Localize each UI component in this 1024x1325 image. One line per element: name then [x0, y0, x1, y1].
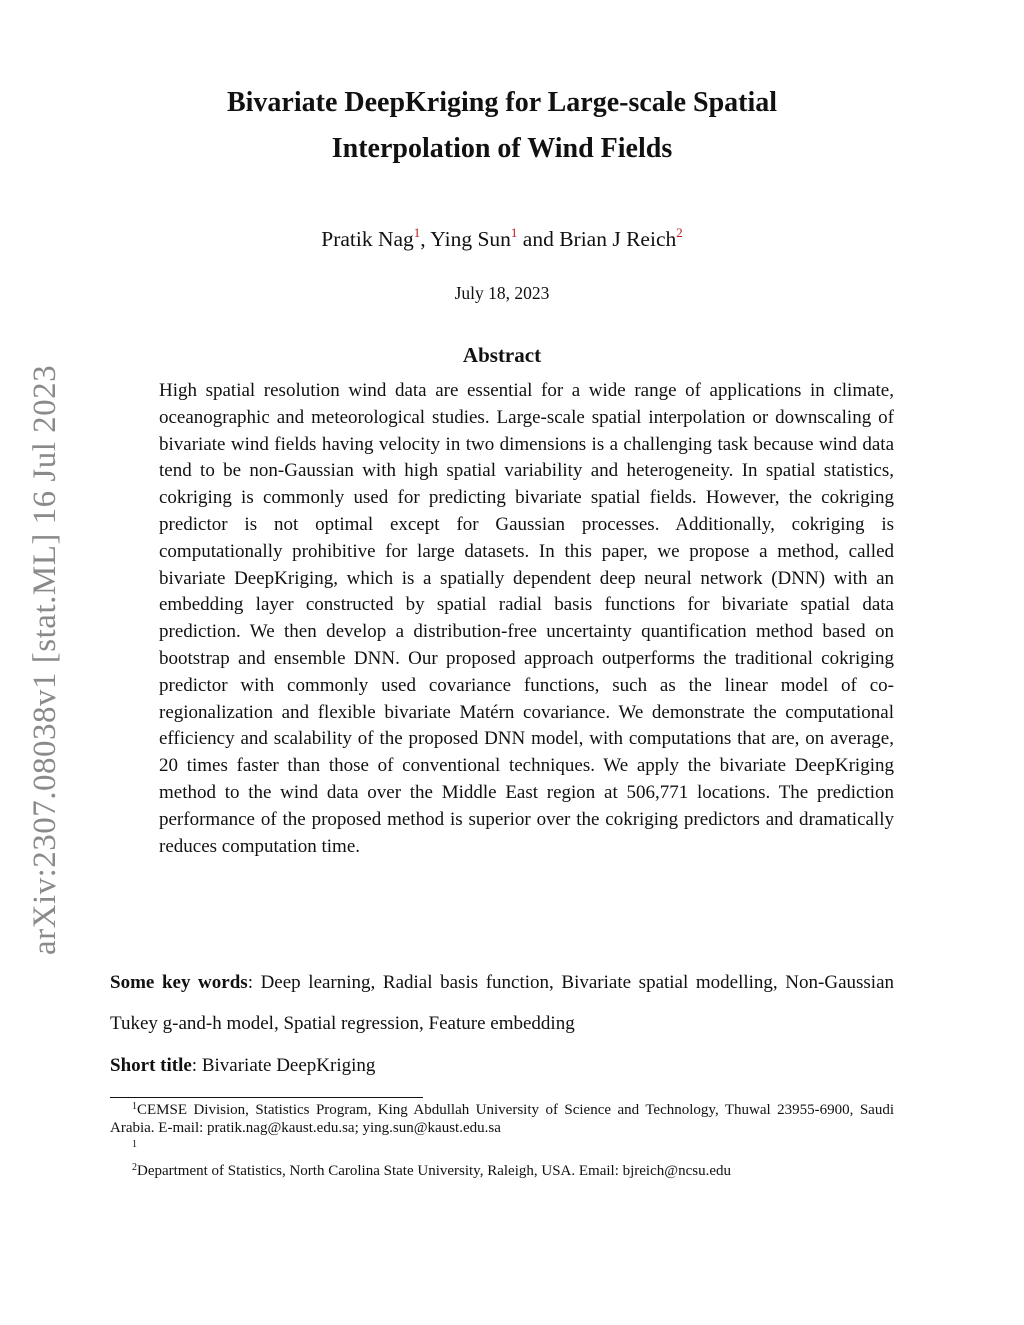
short-title-label: Short title: [110, 1055, 192, 1076]
affiliation-mark[interactable]: 1: [413, 225, 421, 240]
publication-date: July 18, 2023: [454, 283, 550, 303]
short-title-text: : Bivariate DeepKriging: [191, 1055, 376, 1076]
footnote-affiliation-2: [110, 1162, 894, 1180]
keywords-section: [110, 962, 894, 1044]
footnotes: [110, 1101, 894, 1180]
keywords-label: Some key words: [110, 972, 248, 993]
footnote-text: Department of Statistics, North Carolina State University, Raleigh, USA. Email: bjreich@ncsu.edu: [137, 1163, 731, 1179]
title-line-2: Interpolation of Wind Fields: [331, 133, 673, 164]
author-list: [120, 224, 884, 254]
paper-title: [120, 80, 884, 172]
author-name: Ying Sun: [430, 227, 511, 251]
footnote-mark: 1: [132, 1101, 137, 1112]
keywords-text: : Deep learning, Radial basis function, Bivariate spatial modelling, Non-Gaussian Tukey g-and-h model, Spatial regression, Feature embedding: [110, 972, 895, 1034]
footnote-affiliation-1: [110, 1101, 894, 1137]
abstract-heading: Abstract: [462, 343, 542, 367]
affiliation-mark[interactable]: 1: [510, 225, 518, 240]
arxiv-identifier-stamp: arXiv:2307.08038v1 [stat.ML] 16 Jul 2023: [27, 364, 63, 955]
footnote-mark: 2: [132, 1162, 137, 1173]
title-line-1: Bivariate DeepKriging for Large-scale Spatial: [226, 87, 778, 118]
author-name: Brian J Reich: [559, 227, 677, 251]
footnote-text: CEMSE Division, Statistics Program, King Abdullah University of Science and Technology, Thuwal 23955-6900, Saudi Arabia. E-mail: pratik.nag@kaust.edu.sa; ying.sun@kaust.edu.sa: [110, 1102, 894, 1136]
footnote-mark: 1: [132, 1139, 137, 1150]
short-title-section: [110, 1052, 894, 1080]
author-separator: ,: [420, 227, 431, 251]
abstract-text: High spatial resolution wind data are essential for a wide range of applications in climate, oceanographic and meteorological studies. Large-scale spatial interpolation or downscaling of bivariate wind fields having velocity in two dimensions is a challenging task because wind data tend to be non-Gaussian with high spatial variability and heterogeneity. In spatial statistics, cokriging is commonly used for predicting bivariate spatial fields. However, the cokriging predictor is not optimal except for Gaussian processes. Additionally, cokriging is computationally prohibitive for large datasets. In this paper, we propose a method, called bivariate DeepKriging, which is a spatially dependent deep neural network (DNN) with an embedding layer constructed by spatial radial basis functions for bivariate spatial data prediction. We then develop a distribution-free uncertainty quantification method based on bootstrap and ensemble DNN. Our proposed approach outperforms the traditional cokriging predictor with commonly used covariance functions, such as the linear model of co-regionalization and flexible bivariate Matérn covariance. We demonstrate the computational efficiency and scalability of the proposed DNN model, with computations that are, on average, 20 times faster than those of conventional techniques. We apply the bivariate DeepKriging method to the wind data over the Middle East region at 506,771 locations. The prediction performance of the proposed method is superior over the cokriging predictors and dramatically reduces computation time.: [159, 380, 894, 857]
author-name: Pratik Nag: [321, 227, 414, 251]
footnote-empty: [110, 1137, 894, 1153]
affiliation-mark[interactable]: 2: [676, 225, 683, 240]
author-separator: and: [517, 227, 560, 251]
footnote-divider: [110, 1097, 423, 1098]
